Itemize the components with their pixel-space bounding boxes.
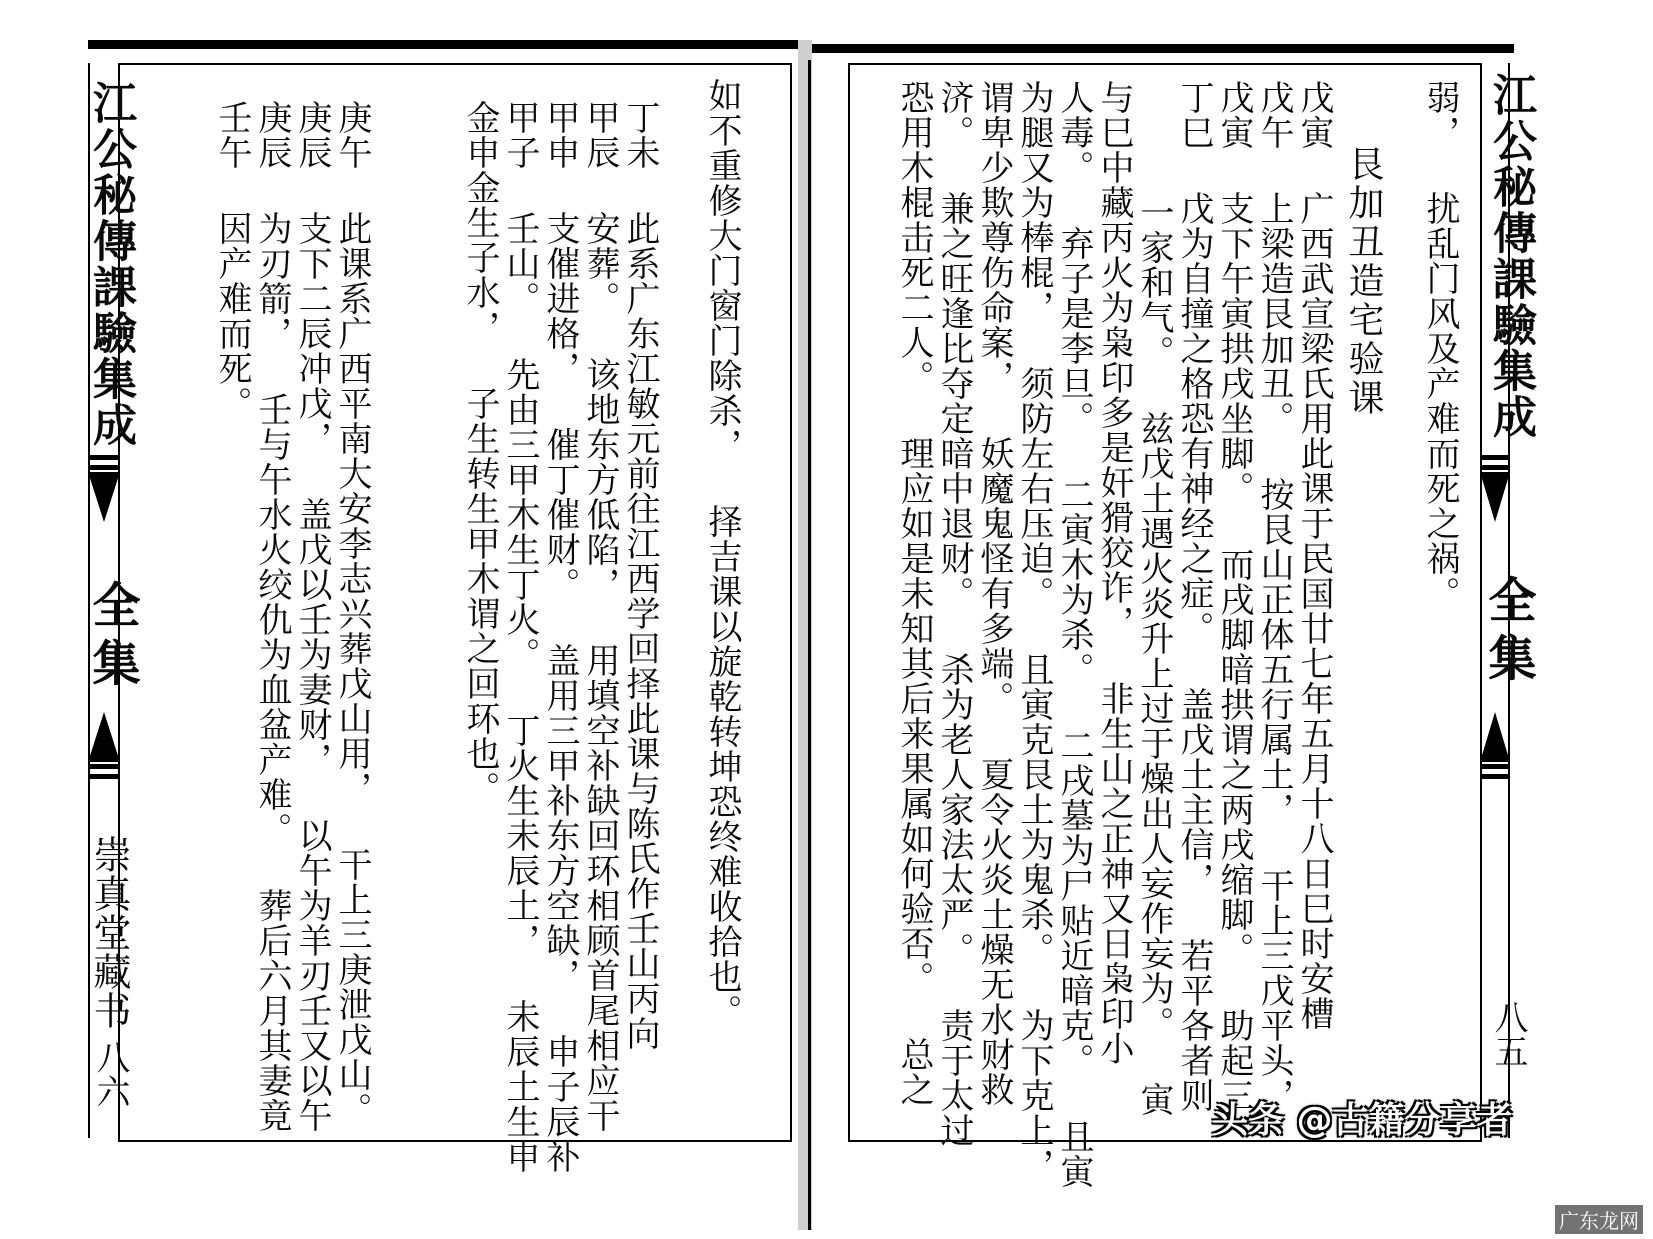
right-fishtail-top-bar2 [1480,465,1510,470]
watermark-sub: 广东龙网 [1555,1205,1643,1234]
left-col-1: 如不重修大门窗门除杀， 择吉课以旋乾转坤恐终难收拾也。 [702,78,742,1029]
right-col-7: 一家和气。 兹戊土遇火炎升上过于燥出人妄作妄为。 寅 [1134,195,1174,1117]
left-col-5: 甲子 壬山。 先由三甲木生丁火。 丁火生未辰土， 未辰土生申 [500,100,540,1174]
right-col-13: 恐用木棍击死二人。 理应如是未知其后来果属如何验否。 总之 [894,80,934,1107]
right-fishtail-top-bar [1480,455,1510,460]
right-col-11: 谓卑少欺尊伤命案， 妖魔鬼怪有多端。 夏令火炎土燥无水财救 [974,80,1014,1107]
right-col-1: 弱， 扰乱门风及产难而死之祸。 [1420,80,1460,611]
top-border-right [812,44,1514,53]
right-margin-title: 江公秘傳課驗集成 [1485,72,1536,440]
left-col-9: 庚辰 为刃箭， 壬与午水火绞仇为血盆产难。 葬后六月其妻竟 [252,100,292,1133]
left-col-7: 庚午 此课系广西平南大安李志兴葬戊山用， 干上三庚泄戊山。 [332,100,372,1127]
top-border-left [88,40,798,49]
left-fishtail-bottom-bar [88,764,120,769]
right-col-9: 人毒。 弃子是李旦。 二寅木为杀。 二戌墓为尸贴近暗克。 且寅 [1054,80,1094,1189]
right-col-10: 为腿又为棒棍， 须防左右压迫。 且寅克艮土为鬼杀。 为下克上， [1014,80,1054,1183]
left-col-6: 金申金生子水， 子生转生甲木谓之回环也。 [460,100,500,806]
right-col-5: 戊寅 支下午寅拱戌坐脚。 而戌脚暗拱谓之两戌缩脚。 助起三 [1214,80,1254,1113]
left-col-3: 甲辰 安葬。 该地东方低陷， 用填空补缺回环相顾首尾相应干 [580,100,620,1133]
right-col-3: 戊寅 广西武宣梁氏用此课于民国廿七年五月十八日巳时安槽 [1294,80,1334,1031]
watermark-text: 头条 @古籍分享者 [1212,1100,1513,1141]
right-page-number: 八五 [1488,1000,1528,1068]
left-col-2: 丁未 此系广东江敏元前往江西学回择此课与陈氏作壬山丙向 [620,100,660,1051]
right-fishtail-bottom [1480,712,1510,762]
right-fishtail-top [1480,472,1510,522]
right-fishtail-bottom-bar [1480,764,1510,769]
right-col-8: 与巳中藏丙火为枭印多是奸猾狡诈， 非生山之正神又日枭印小 [1094,80,1134,1066]
left-col-8: 庚辰 支下二辰冲戊， 盖戊以壬为妻财， 以午为羊刃壬又以午 [292,100,332,1133]
left-col-10: 壬午 因产难而死。 [212,100,252,421]
spine-line [808,60,811,1230]
left-fishtail-top-bar [88,455,120,460]
right-col-4: 戊午 上梁造艮加丑。 按艮山正体五行属土， 干上三戊平头， [1254,80,1294,1113]
left-margin-title: 江公秘傳課驗集成 [85,80,136,448]
left-fishtail-top-bar2 [88,465,120,470]
left-fishtail-bottom [88,712,120,762]
right-section-heading: 艮加丑造宅验课 [1343,145,1384,418]
right-col-12: 济。 兼之旺逢比夺定暗中退财。 杀为老人家法太严。 责于太过 [934,80,974,1148]
left-col-4: 甲申 支催进格， 催丁催财。 盖用三甲补东方空缺， 申子辰补 [540,100,580,1174]
left-page-number: 八六 [90,1040,130,1108]
left-fishtail-top [88,472,120,522]
left-margin-publisher: 崇真堂藏书 [87,835,131,1030]
right-fishtail-bottom-bar2 [1480,774,1510,779]
left-margin-volume: 全集 [84,580,140,696]
right-margin-volume: 全集 [1480,575,1536,691]
right-col-6: 丁巳 戊为自撞之格恐有神经之症。 盖戊土主信， 若平各者则 [1174,80,1214,1113]
left-fishtail-bottom-bar2 [88,774,120,779]
